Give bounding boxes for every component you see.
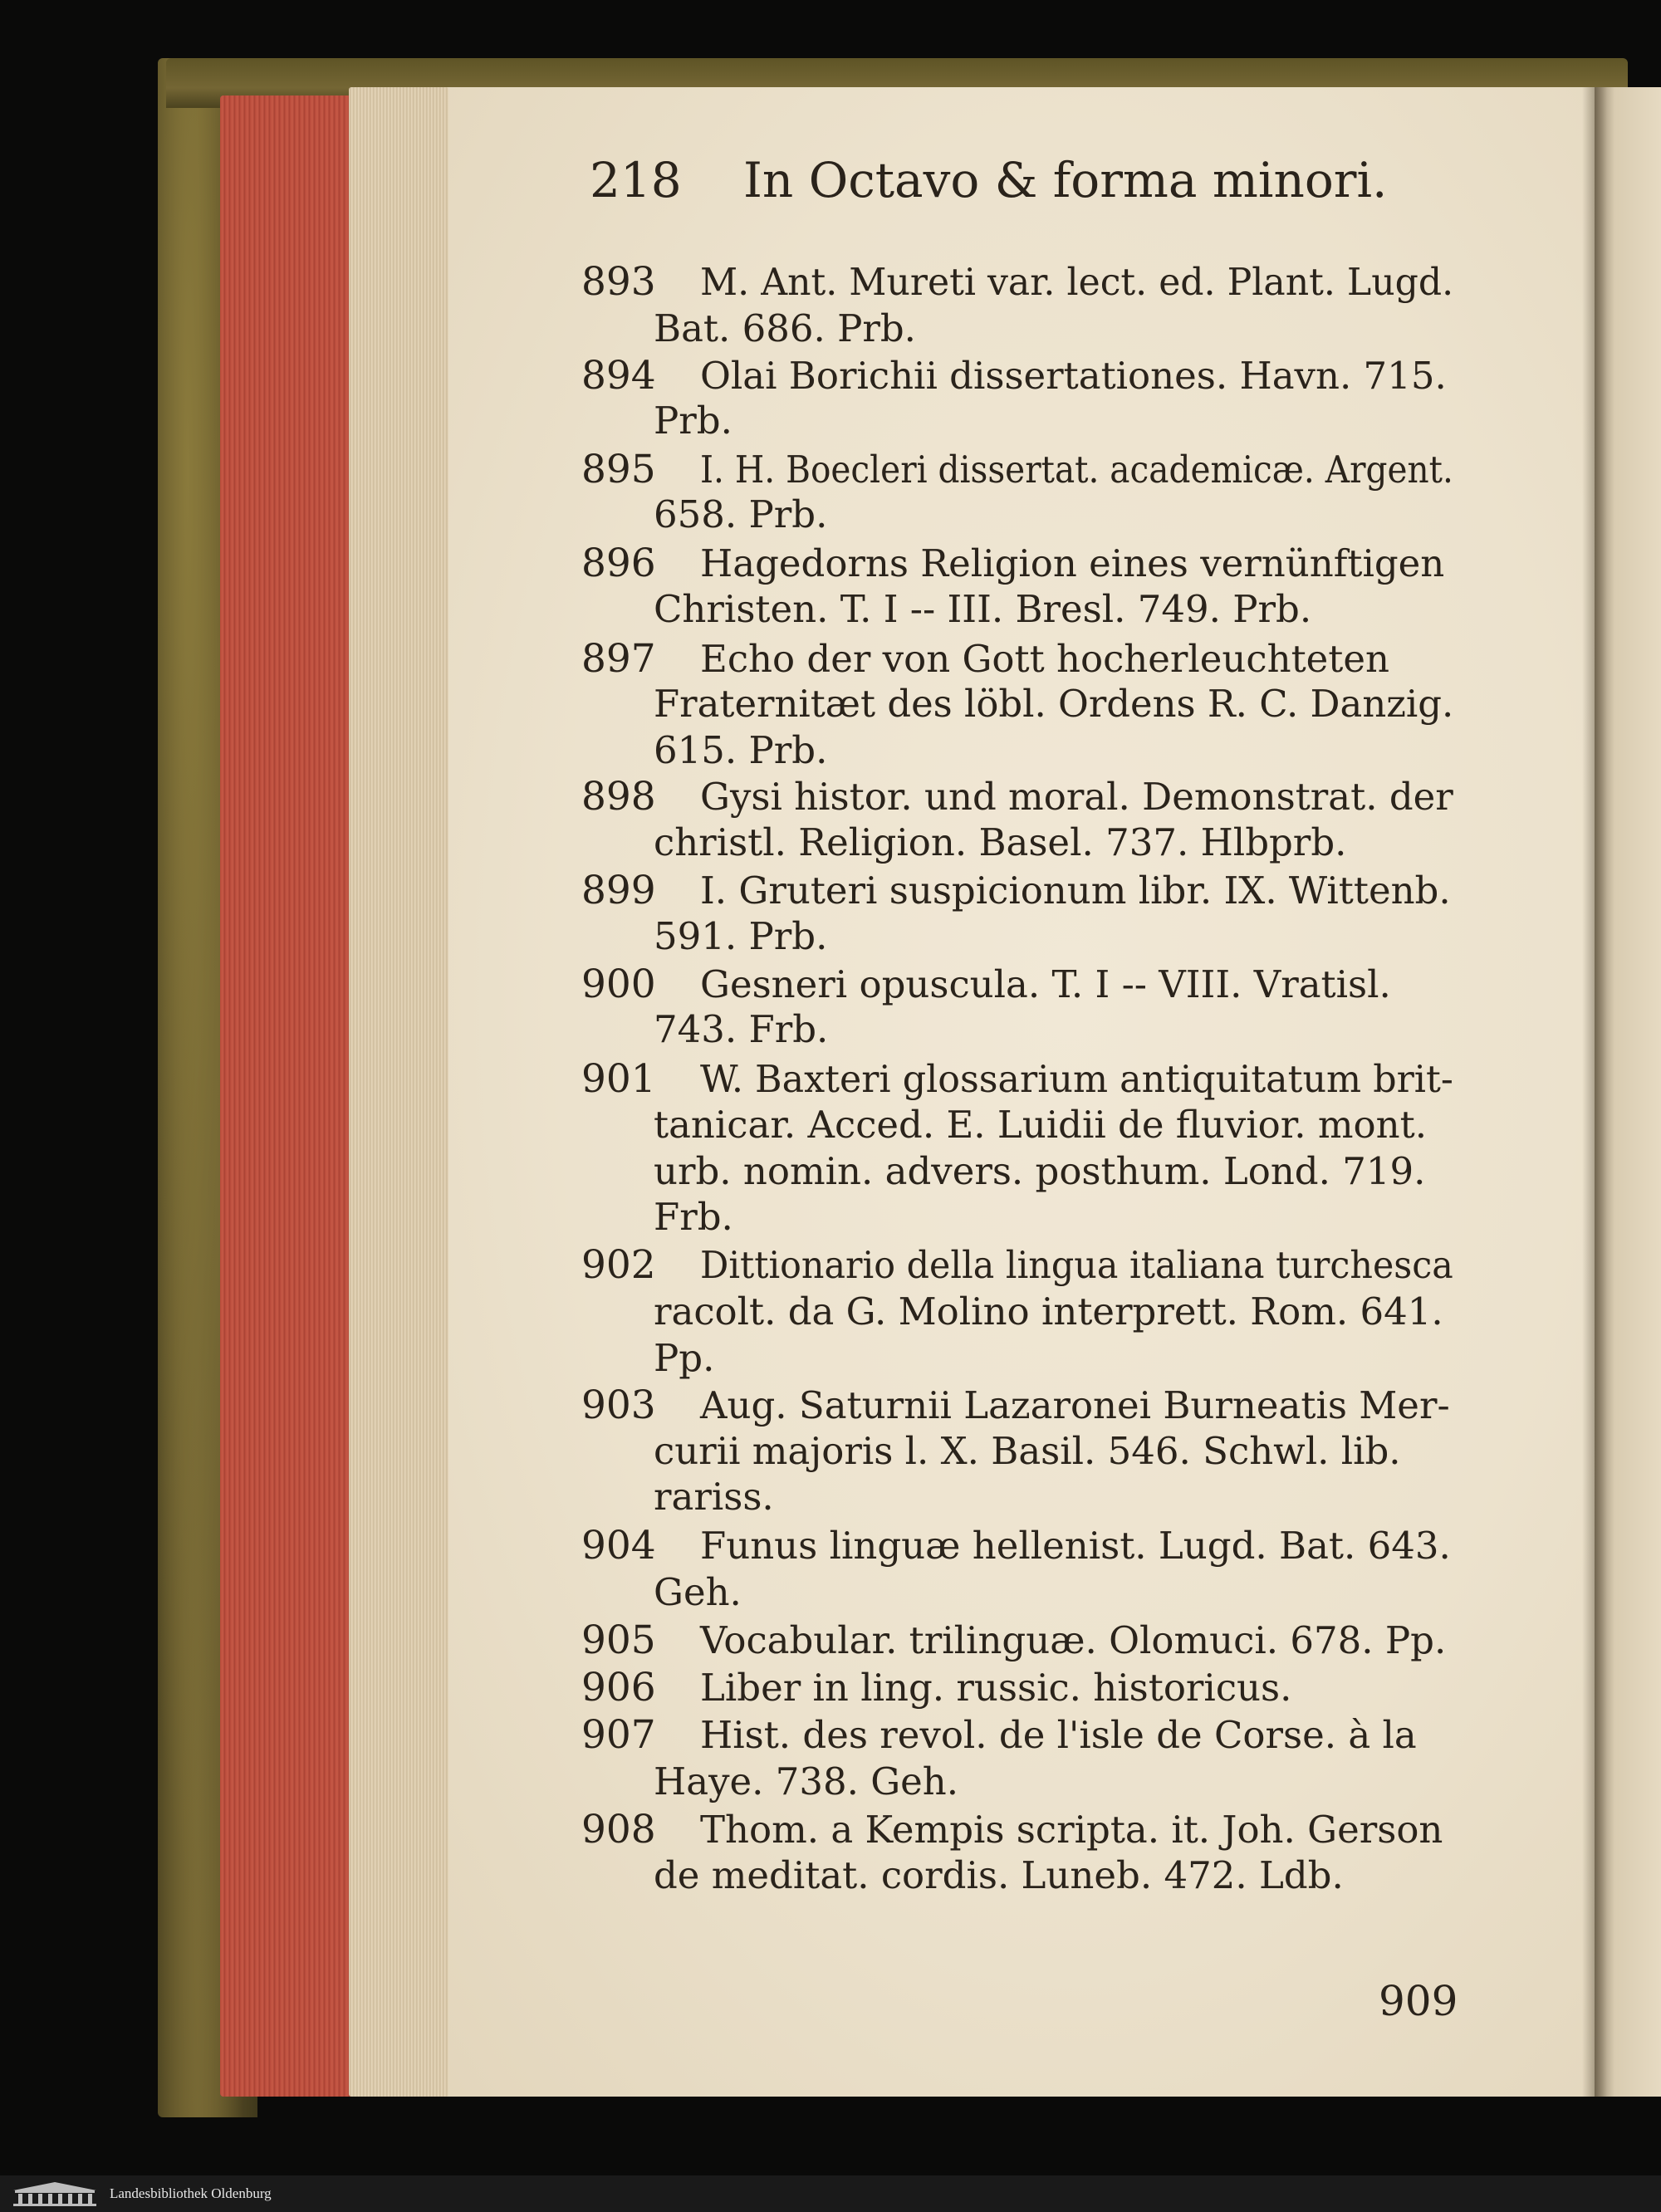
entry-line: W. Baxteri glossarium antiquitatum brit-	[700, 1057, 1453, 1101]
entry-line: I. H. Boecleri dissertat. academicæ. Argent.	[700, 448, 1453, 492]
entry-number: 905	[581, 1617, 656, 1663]
entry-line: Thom. a Kempis scripta. it. Joh. Gerson	[700, 1808, 1443, 1852]
entry-number: 893	[581, 259, 656, 305]
gutter-shadow	[1582, 87, 1607, 2097]
entry-line: Haye. 738. Geh.	[654, 1759, 959, 1803]
entry-line: Olai Borichii dissertationes. Havn. 715.	[700, 354, 1447, 398]
entry-line: 615. Prb.	[654, 728, 828, 772]
entry-line: Liber in ling. russic. historicus.	[700, 1666, 1292, 1710]
entry-number: 896	[581, 541, 656, 586]
entry-line: Vocabular. trilinguæ. Olomuci. 678. Pp.	[700, 1618, 1447, 1662]
entry-line: Pp.	[654, 1336, 715, 1380]
catchword: 909	[1379, 1977, 1458, 2025]
entry-line: 658. Prb.	[654, 492, 828, 536]
entry-line: I. Gruteri suspicionum libr. IX. Wittenb.	[700, 869, 1451, 913]
page-number: 218	[590, 152, 682, 208]
footer-bar	[0, 2175, 1661, 2212]
entry-line: Dittionario della lingua italiana turchesca	[700, 1243, 1453, 1287]
library-name: Landesbibliothek Oldenburg	[110, 2185, 272, 2201]
entry-line: Fraternitæt des löbl. Ordens R. C. Danzig.	[654, 682, 1454, 726]
entry-line: Geh.	[654, 1570, 742, 1614]
entry-line: 591. Prb.	[654, 914, 828, 958]
entry-number: 902	[581, 1242, 656, 1288]
entry-number: 908	[581, 1807, 656, 1852]
entry-line: Funus linguæ hellenist. Lugd. Bat. 643.	[700, 1524, 1451, 1568]
entry-line: curii majoris l. X. Basil. 546. Schwl. lib.	[654, 1429, 1401, 1473]
entry-number: 898	[581, 774, 656, 820]
entry-number: 906	[581, 1665, 656, 1710]
entry-line: de meditat. cordis. Luneb. 472. Ldb.	[654, 1853, 1344, 1897]
page-header	[0, 143, 1661, 218]
entry-line: rariss.	[654, 1475, 774, 1519]
entry-number: 897	[581, 636, 656, 682]
entry-line: Gesneri opuscula. T. I -- VIII. Vratisl.	[700, 962, 1391, 1006]
entry-line: Prb.	[654, 399, 733, 443]
entry-number: 895	[581, 447, 656, 492]
library-building-icon	[12, 2180, 98, 2207]
entry-line: Gysi histor. und moral. Demonstrat. der	[700, 775, 1453, 819]
entry-line: Echo der von Gott hocherleuchteten	[700, 637, 1389, 681]
entry-line: Hist. des revol. de l'isle de Corse. à la	[700, 1713, 1417, 1757]
running-title: In Octavo & forma minori.	[743, 152, 1388, 208]
entry-line: M. Ant. Mureti var. lect. ed. Plant. Lugd.	[700, 260, 1454, 304]
entry-line: christl. Religion. Basel. 737. Hlbprb.	[654, 820, 1347, 864]
entry-line: Frb.	[654, 1195, 733, 1239]
entry-line: 743. Frb.	[654, 1007, 829, 1051]
entry-number: 900	[581, 962, 656, 1007]
entry-number: 894	[581, 353, 656, 399]
entry-line: Christen. T. I -- III. Bresl. 749. Prb.	[654, 587, 1312, 631]
entry-number: 899	[581, 868, 656, 913]
entry-line: Hagedorns Religion eines vernünftigen	[700, 541, 1445, 585]
entry-line: tanicar. Acced. E. Luidii de fluvior. mont.	[654, 1103, 1428, 1147]
entry-line: urb. nomin. advers. posthum. Lond. 719.	[654, 1149, 1426, 1193]
entry-number: 903	[581, 1382, 656, 1428]
entry-line: Aug. Saturnii Lazaronei Burneatis Mer-	[700, 1383, 1450, 1427]
entry-number: 904	[581, 1523, 656, 1568]
entry-number: 901	[581, 1056, 656, 1102]
page-stack-edge	[349, 87, 448, 2097]
entry-number: 907	[581, 1712, 656, 1758]
entry-line: Bat. 686. Prb.	[654, 306, 916, 350]
entry-line: racolt. da G. Molino interprett. Rom. 641.	[654, 1290, 1443, 1334]
